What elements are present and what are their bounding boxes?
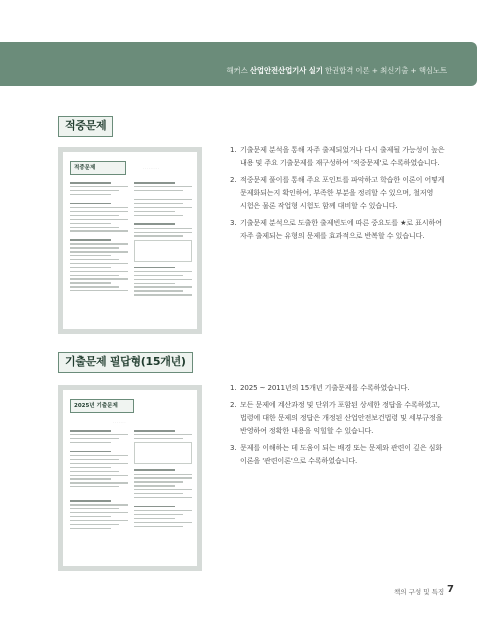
thumbnail-title: 적중문제 bbox=[70, 161, 126, 175]
thumbnail-jeokjung-page bbox=[58, 147, 202, 334]
item-line: 기출문제 분석으로 도출한 출제빈도에 따른 중요도를 ★로 표시하여 bbox=[240, 218, 442, 227]
item-number: 2. bbox=[230, 400, 237, 409]
page-number: 7 bbox=[447, 584, 454, 595]
list-item bbox=[230, 441, 458, 467]
list-item bbox=[230, 398, 458, 437]
list-item bbox=[230, 173, 458, 212]
list-item bbox=[230, 143, 458, 169]
item-line: 모든 문제에 계산과정 및 단위가 포함된 상세한 정답을 수록하였고, bbox=[240, 400, 440, 409]
list-item bbox=[230, 381, 458, 394]
item-line: 반영하여 정확한 내용을 익힐할 수 있습니다. bbox=[240, 426, 374, 435]
header-suffix: 한권합격 이론 + 최신기출 + 핵심노트 bbox=[325, 66, 447, 75]
item-line: 문제를 이해하는 데 도움이 되는 배경 또는 문제와 관련이 깊은 심화 bbox=[240, 443, 443, 452]
item-line: 문제화되는지 확인하여, 부족한 부분을 정리할 수 있으며, 철저영 bbox=[240, 188, 434, 197]
item-line: 내용 및 주요 기출문제를 재구성하여 '적중문제'로 수록하였습니다. bbox=[240, 158, 440, 167]
thumbnail-left-column bbox=[70, 430, 128, 531]
item-line: 적중문제 풀이를 통해 주요 포인트를 파악하고 학습한 이론이 어떻게 bbox=[240, 175, 445, 184]
item-number: 1. bbox=[230, 383, 237, 392]
item-line: 2025 ~ 2011년의 15개년 기출문제를 수록하였습니다. bbox=[240, 383, 410, 392]
item-line: 자주 출제되는 유형의 문제를 효과적으로 반복할 수 있습니다. bbox=[240, 231, 425, 240]
list-item bbox=[230, 216, 458, 242]
thumbnail-right-column bbox=[134, 430, 192, 529]
thumbnail-page bbox=[63, 152, 197, 329]
item-line: 시험은 물론 작업형 시험도 함께 대비할 수 있습니다. bbox=[240, 201, 398, 210]
item-number: 3. bbox=[230, 218, 237, 227]
thumbnail-gichul-page bbox=[58, 385, 202, 571]
item-line: 법령에 대한 문제의 정답은 개정된 산업안전보건법령 및 세부규정을 bbox=[240, 413, 443, 422]
thumbnail-page bbox=[63, 390, 197, 566]
footer-label: 책의 구성 및 특징 bbox=[394, 588, 445, 596]
header-text bbox=[227, 65, 447, 76]
item-number: 1. bbox=[230, 145, 237, 154]
thumbnail-subtitle-placeholder: · · · · · · · · · bbox=[143, 166, 160, 170]
thumbnail-left-column bbox=[70, 182, 128, 294]
item-number: 3. bbox=[230, 443, 237, 452]
header-band bbox=[0, 42, 477, 86]
thumbnail-right-column bbox=[134, 182, 192, 298]
header-book-title: 산업안전산업기사 실기 bbox=[249, 66, 323, 75]
item-number: 2. bbox=[230, 175, 237, 184]
thumbnail-subtitle-placeholder: · · · · · · · bbox=[113, 420, 126, 424]
header-prefix: 해커스 bbox=[226, 66, 248, 75]
thumbnail-title: 2025년 기출문제 bbox=[70, 399, 134, 413]
section1-list bbox=[230, 143, 458, 246]
section-title-jeokjung: 적중문제 bbox=[58, 116, 113, 137]
section2-list bbox=[230, 381, 458, 471]
item-line: 기출문제 분석을 통해 자주 출제되었거나 다시 출제될 가능성이 높은 bbox=[240, 145, 445, 154]
item-line: 이론을 '관련이론'으로 수록하였습니다. bbox=[240, 456, 358, 465]
section-title-gichul: 기출문제 필답형(15개년) bbox=[58, 352, 193, 373]
